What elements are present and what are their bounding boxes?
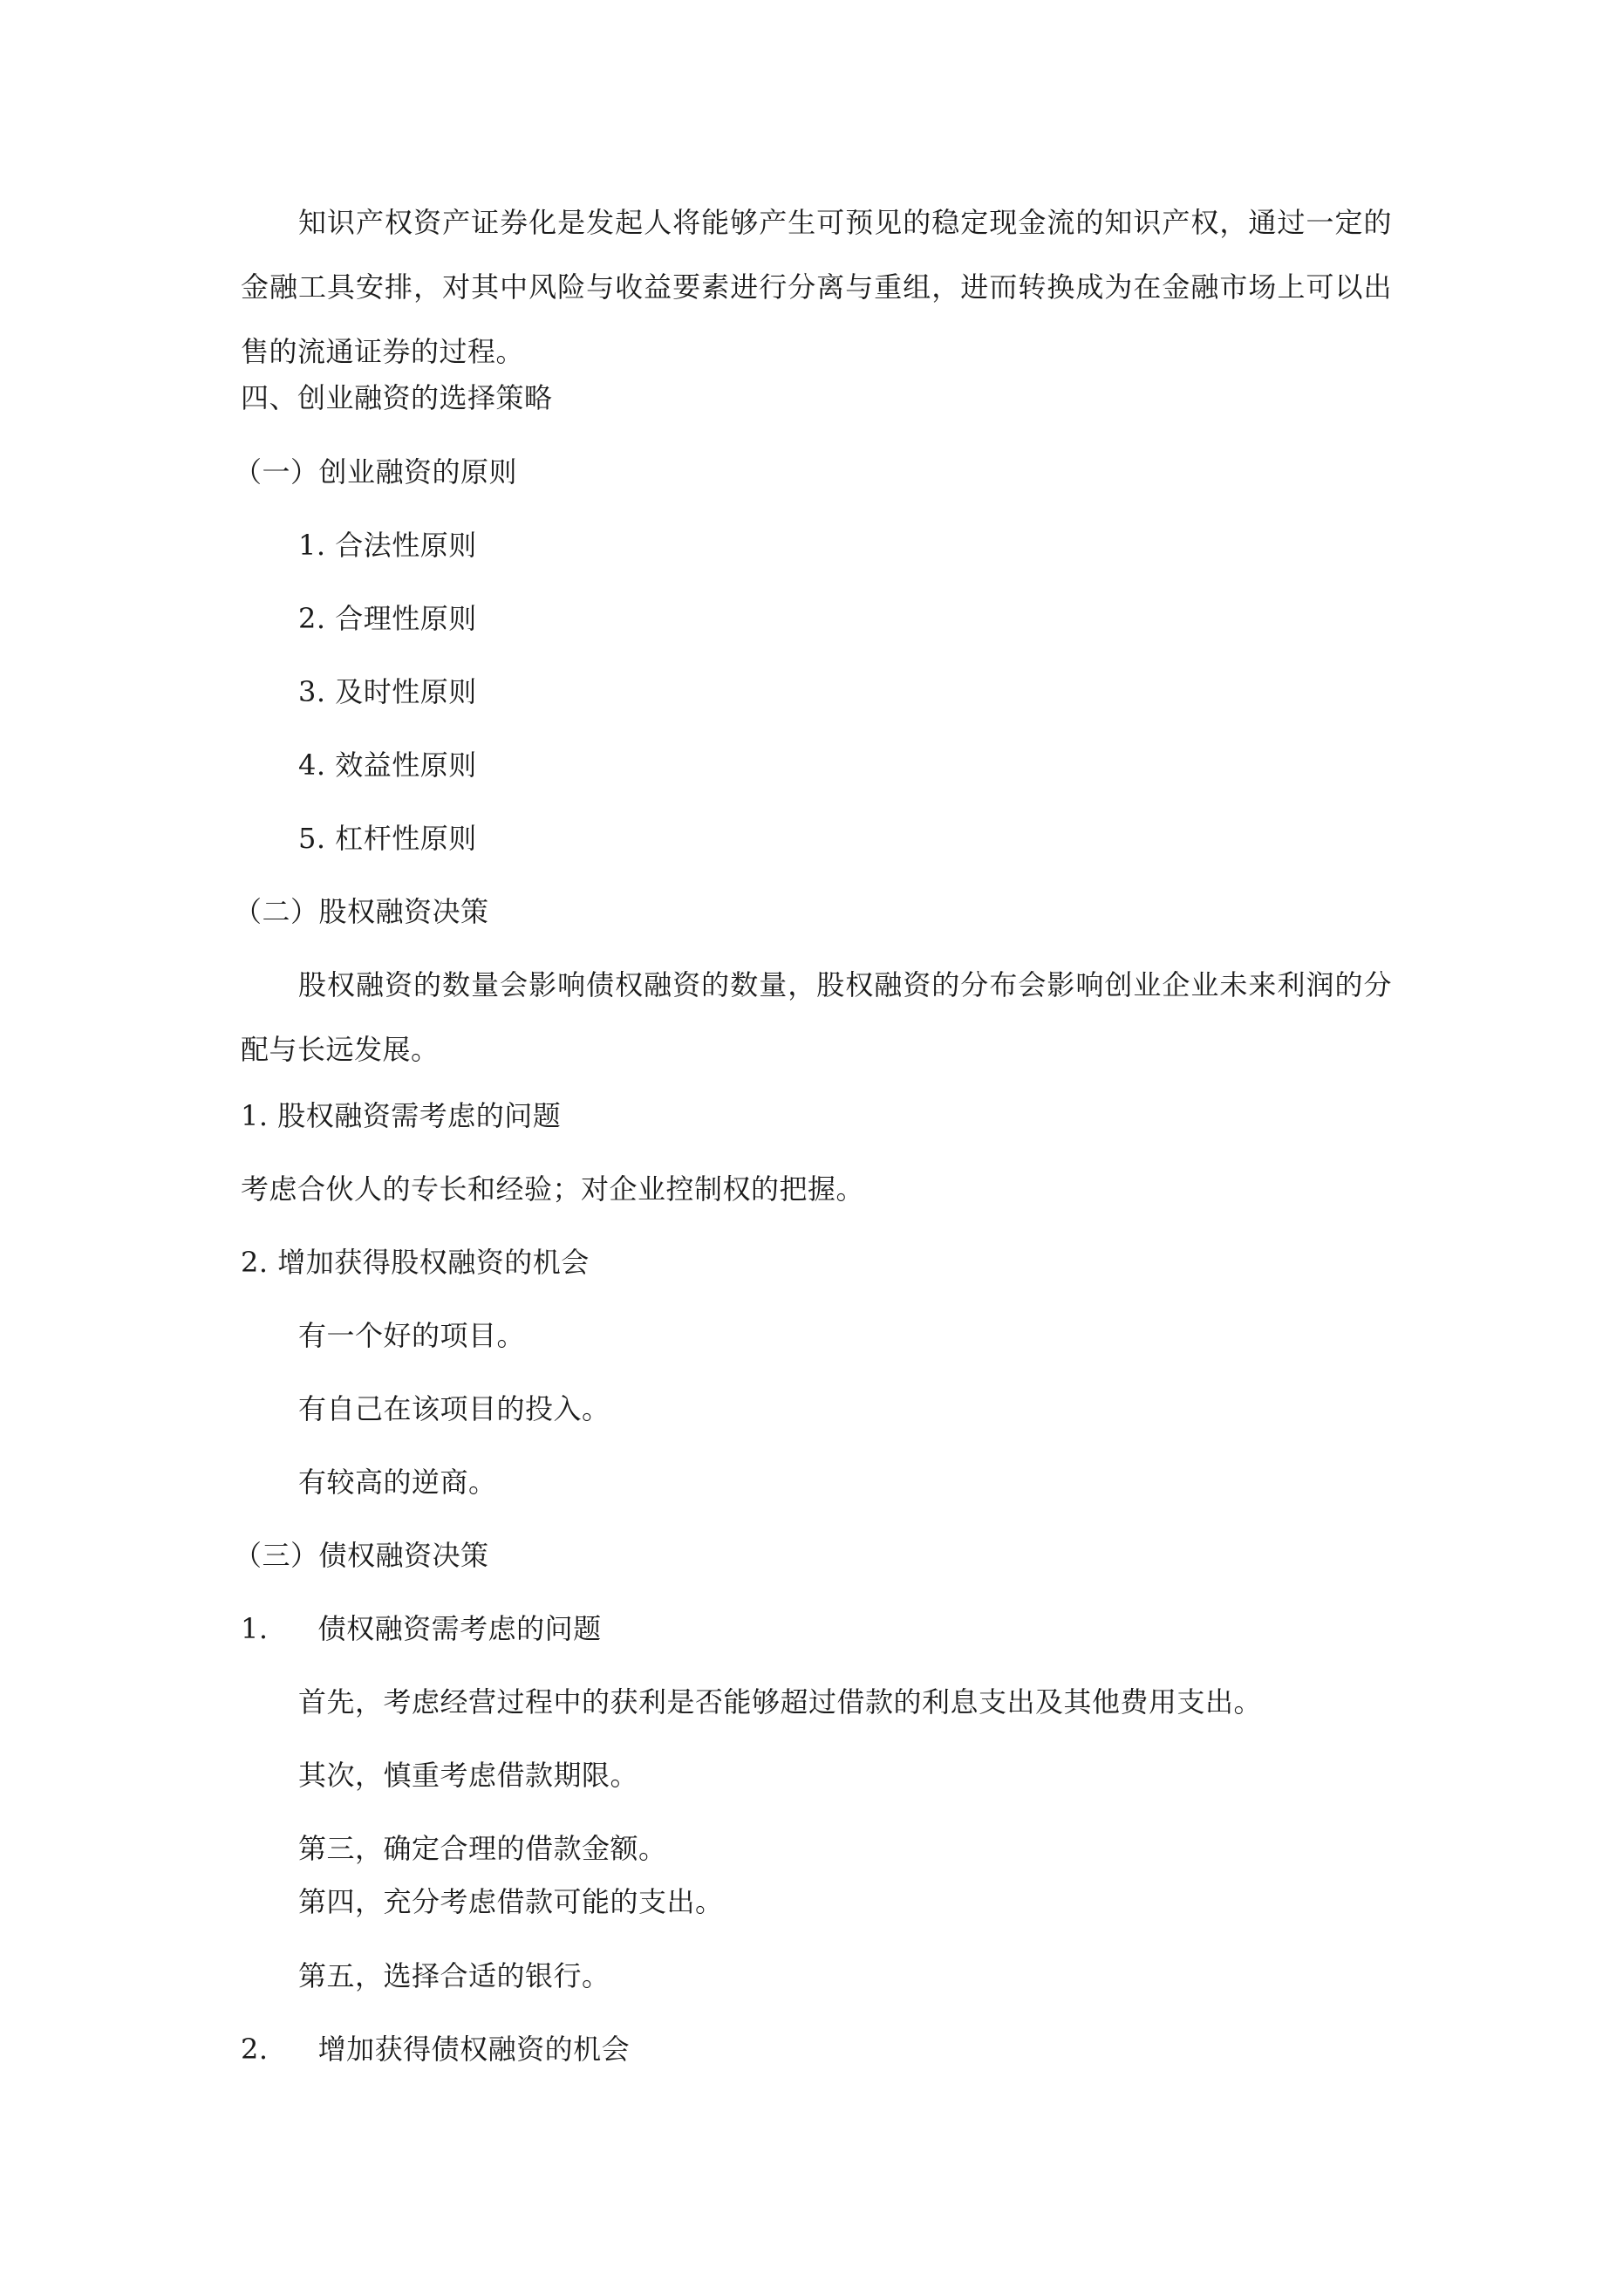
principle-item [298,601,477,636]
sub-3-heading: （三）债权融资决策 [234,1539,489,1572]
principle-text: 合理性原则 [335,602,477,635]
debt-question-item: 第五，选择合适的银行。 [298,1959,610,1992]
principle-text: 及时性原则 [335,675,477,708]
equity-financing-paragraph: 股权融资的数量会影响债权融资的数量，股权融资的分布会影响创业企业未来利润的分配与长远发展。 [241,968,1392,1066]
principle-text: 合法性原则 [335,529,477,562]
equity-opportunity-heading: 2. 增加获得股权融资的机会 [241,1246,590,1279]
sub-2-heading: （二）股权融资决策 [234,895,489,928]
equity-questions-heading: 1. 股权融资需考虑的问题 [241,1099,562,1132]
sub-1-heading: （一）创业融资的原则 [234,455,518,489]
debt-question-item: 其次，慎重考虑借款期限。 [298,1759,639,1792]
debt-question-item: 第四，充分考虑借款可能的支出。 [298,1885,724,1918]
principle-item [298,674,477,709]
debt-opportunity-text: 增加获得债权融资的机会 [317,2033,631,2066]
principle-number: 1. [298,529,326,562]
equity-opportunity-item: 有自己在该项目的投入。 [298,1392,610,1425]
debt-questions-heading [241,1611,602,1646]
debt-question-item: 首先，考虑经营过程中的获利是否能够超过借款的利息支出及其他费用支出。 [298,1685,1263,1719]
principle-item [298,748,477,782]
ip-securitization-paragraph: 知识产权资产证券化是发起人将能够产生可预见的稳定现金流的知识产权，通过一定的金融工具安排，对其中风险与收益要素进行分离与重组，进而转换成为在金融市场上可以出售的流通证券的过程。 [241,206,1392,368]
equity-opportunity-item: 有一个好的项目。 [298,1319,526,1352]
principle-number: 3. [298,675,326,708]
principle-item [298,528,477,563]
principle-item [298,821,477,856]
section-4-heading: 四、创业融资的选择策略 [241,381,553,414]
principle-text: 杠杆性原则 [335,822,477,855]
principle-number: 4. [298,748,326,782]
equity-questions-text: 考虑合伙人的专长和经验；对企业控制权的把握。 [241,1172,865,1206]
debt-questions-number: 1. [241,1612,269,1645]
debt-opportunity-heading [241,2032,630,2067]
debt-questions-text: 债权融资需考虑的问题 [317,1612,602,1645]
debt-question-item: 第三，确定合理的借款金额。 [298,1832,667,1865]
principle-number: 2. [298,602,326,635]
debt-opportunity-number: 2. [241,2033,269,2066]
equity-opportunity-item: 有较高的逆商。 [298,1466,497,1499]
principle-number: 5. [298,822,326,855]
principle-text: 效益性原则 [335,748,477,782]
